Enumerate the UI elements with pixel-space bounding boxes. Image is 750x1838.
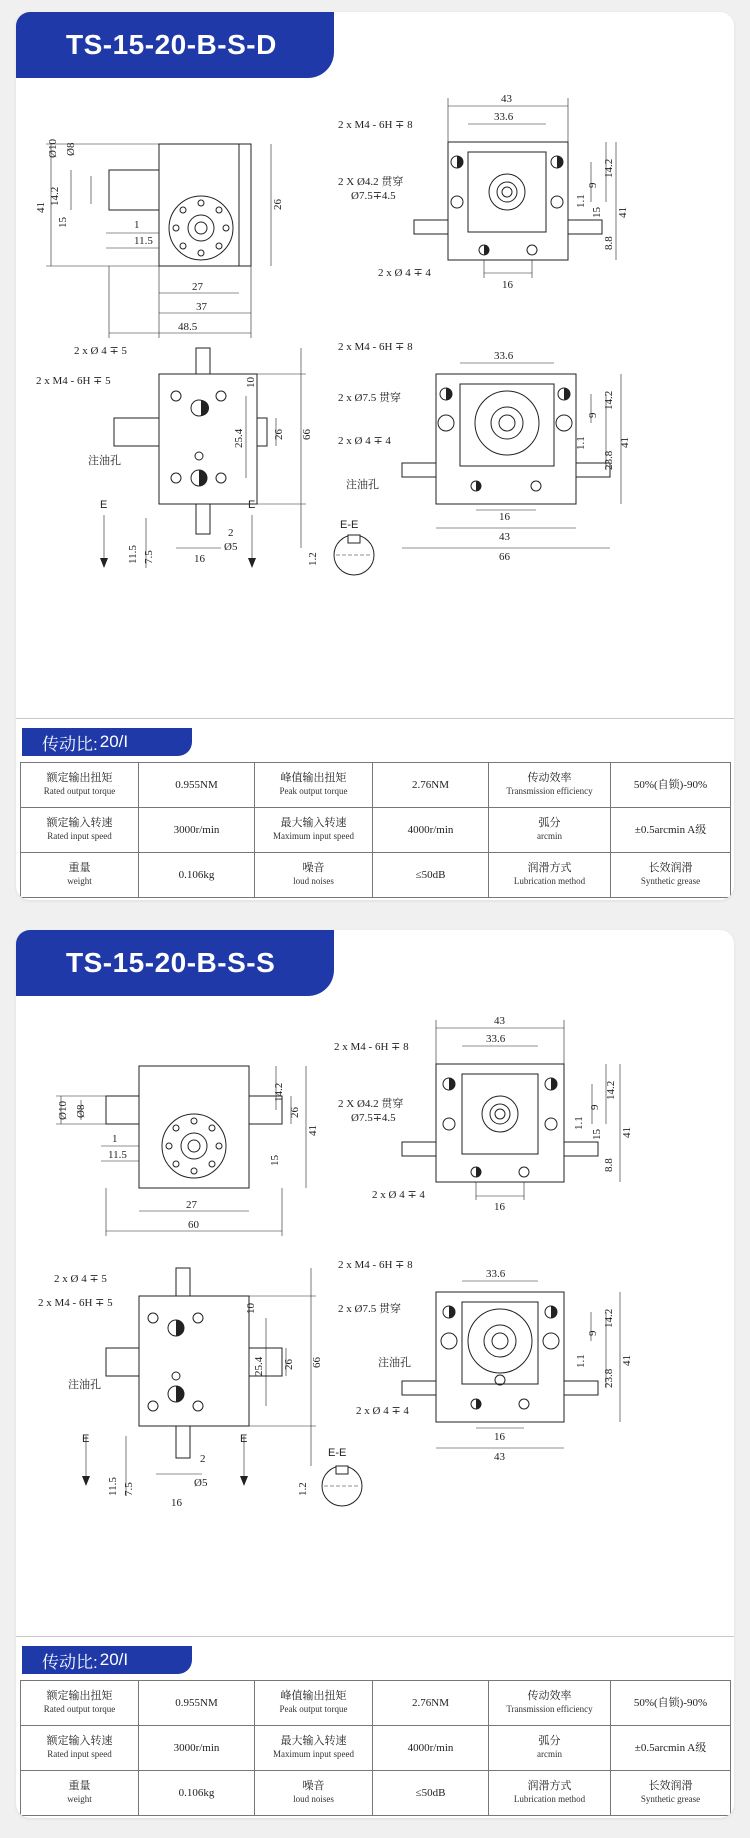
spec-label: 润滑方式 Lubrication method [489,853,611,898]
divider [16,1636,734,1637]
spec-value: 2.76NM [373,763,489,808]
dim-front-e: 11.5 [108,1149,127,1161]
section-view-label: E-E [328,1447,347,1459]
note-side-n2: 2 x M4 - 6H ∓ 5 [38,1297,113,1309]
product-title: TS-15-20-B-S-D [16,12,334,78]
section-mark-right: E [240,1433,248,1445]
spec-label: 弧分 arcmin [489,808,611,853]
section-view-dim: 1.2 [307,552,319,566]
dim-bottom-b3: 66 [499,551,510,563]
dim-top-s2: 8.8 [603,236,615,250]
note-bottom-n2: 2 x Ø7.5 贯穿 [338,1303,401,1315]
dim-front-e: 11.5 [134,235,153,247]
dim-front-w1: 27 [192,281,203,293]
dim-side-h4: 66 [311,1357,323,1368]
section-view-label: E-E [340,519,359,531]
note-bottom-n1: 2 x M4 - 6H ∓ 8 [338,1259,413,1271]
dim-top-h1: 9 [589,1104,601,1110]
dim-top-w2: 33.6 [486,1033,506,1045]
dim-bottom-h1: 9 [587,1330,599,1336]
dim-side-b3: 16 [171,1497,182,1509]
ratio-prefix: 传动比: [42,734,98,754]
note-bottom-n1: 2 x M4 - 6H ∓ 8 [338,341,413,353]
dim-bottom-h2: 14.2 [603,390,615,410]
spec-value: 4000r/min [373,1726,489,1771]
spec-value: 0.106kg [139,853,255,898]
dim-front-b: 15 [269,1155,281,1166]
dim-front-w2: 60 [188,1219,199,1231]
dim-side-b2: Ø5 [194,1477,208,1489]
drawing-svg-2 [16,996,734,1636]
ratio-prefix: 传动比: [42,1652,98,1672]
dim-bottom-h1: 9 [587,412,599,418]
dim-top-h2: 14.2 [605,1080,617,1100]
dim-front-d2: Ø8 [75,1104,87,1118]
dim-front-w3: 48.5 [178,321,198,333]
spec-value: ≤50dB [373,1771,489,1816]
spec-value: 50%(自锁)-90% [611,763,731,808]
note-top-n3: Ø7.5∓4.5 [351,190,396,202]
dim-top-h4: 41 [621,1127,633,1138]
spec-label: 峰值输出扭矩 Peak output torque [255,1681,373,1726]
dim-bottom-w1: 33.6 [486,1268,506,1280]
dim-top-w1: 43 [501,93,512,105]
spec-label: 噪音 loud noises [255,853,373,898]
dim-side-h1: 10 [245,377,257,388]
dim-top-h2: 14.2 [603,158,615,178]
ratio-value: 20/I [99,1650,129,1669]
section-mark-left: E [100,499,108,511]
dim-side-b2: Ø5 [224,541,238,553]
spec-value: 50%(自锁)-90% [611,1681,731,1726]
dim-top-w2: 33.6 [494,111,514,123]
dim-side-b3: 16 [194,553,205,565]
spec-label: 最大输入转速 Maximum input speed [255,1726,373,1771]
technical-drawing [16,996,734,1636]
section-mark-right: E [248,499,256,511]
dim-top-s1: 1.1 [573,1116,585,1130]
dim-side-h1: 10 [245,1303,257,1314]
note-top-n4: 2 x Ø 4 ∓ 4 [372,1189,425,1201]
dim-front-b: 15 [57,217,69,228]
divider [16,718,734,719]
spec-label: 额定输入转速 Rated input speed [21,808,139,853]
product-title: TS-15-20-B-S-S [16,930,334,996]
dim-top-h3: 15 [591,207,603,218]
oil-hole-label: 注油孔 [88,455,121,467]
dim-top-s2: 8.8 [603,1158,615,1172]
product-card-1 [16,12,734,900]
dim-bottom-b2: 43 [494,1451,505,1463]
table-row [21,808,731,853]
dim-bottom-b1: 16 [499,511,510,523]
dim-front-h: 41 [307,1125,319,1136]
ratio-tag [22,728,192,756]
spec-value: ≤50dB [373,853,489,898]
table-row [21,763,731,808]
dim-side-h4: 66 [301,429,313,440]
dim-bottom-h4: 23.8 [603,1368,615,1388]
dim-top-h4: 41 [617,207,629,218]
dim-side-l2: 7.5 [143,550,155,564]
spec-value: 长效润滑 Synthetic grease [611,1771,731,1816]
section-view-dim: 1.2 [297,1482,309,1496]
spec-label: 传动效率 Transmission efficiency [489,1681,611,1726]
dim-side-b1: 2 [228,527,234,539]
dim-front-one: 1 [134,219,140,231]
dim-side-l1: 11.5 [127,545,139,564]
spec-value: 0.955NM [139,1681,255,1726]
spec-value: ±0.5arcmin A级 [611,1726,731,1771]
spec-label: 弧分 arcmin [489,1726,611,1771]
dim-front-c: 26 [289,1107,301,1118]
oil-hole-label-bottom: 注油孔 [346,479,379,491]
spec-table [20,762,731,898]
spec-label: 润滑方式 Lubrication method [489,1771,611,1816]
dim-front-w2: 37 [196,301,207,313]
ratio-value: 20/I [99,732,129,751]
oil-hole-label: 注油孔 [68,1379,101,1391]
spec-label: 额定输出扭矩 Rated output torque [21,763,139,808]
dim-side-b1: 2 [200,1453,206,1465]
note-top-n1: 2 x M4 - 6H ∓ 8 [334,1041,409,1053]
spec-label: 额定输入转速 Rated input speed [21,1726,139,1771]
dim-side-h2: 25.4 [233,428,245,448]
spec-value: 0.106kg [139,1771,255,1816]
dim-bottom-h2: 14.2 [603,1308,615,1328]
dim-side-h3: 26 [283,1359,295,1370]
note-top-n2: 2 X Ø4.2 贯穿 [338,1098,404,1110]
dim-side-l1: 11.5 [107,1477,119,1496]
dim-top-bot: 16 [494,1201,505,1213]
dim-side-l2: 7.5 [123,1482,135,1496]
spec-label: 噪音 loud noises [255,1771,373,1816]
dim-top-bot: 16 [502,279,513,291]
note-bottom-n3: 2 x Ø 4 ∓ 4 [338,435,391,447]
note-bottom-n2: 2 x Ø7.5 贯穿 [338,392,401,404]
drawing-svg-1 [16,78,734,718]
dim-bottom-h5: 41 [619,437,631,448]
dim-front-w1: 27 [186,1199,197,1211]
spec-label: 重量 weight [21,1771,139,1816]
note-top-n4: 2 x Ø 4 ∓ 4 [378,267,431,279]
dim-bottom-h5: 41 [621,1355,633,1366]
dim-bottom-h3: 1.1 [575,1354,587,1368]
dim-front-a: 14.2 [273,1082,285,1102]
dim-front-a: 14.2 [49,186,61,206]
spec-value: 0.955NM [139,763,255,808]
dim-front-h: 41 [35,202,47,213]
dim-bottom-b1: 16 [494,1431,505,1443]
technical-drawing [16,78,734,718]
section-mark-left: E [82,1433,90,1445]
dim-bottom-w1: 33.6 [494,350,514,362]
dim-front-d2: Ø8 [65,142,77,156]
table-row [21,1726,731,1771]
dim-top-w1: 43 [494,1015,505,1027]
spec-value: 3000r/min [139,808,255,853]
dim-front-one: 1 [112,1133,118,1145]
dim-front-d1: Ø10 [47,139,59,158]
dim-bottom-h3: 1.1 [575,436,587,450]
dim-front-c: 26 [272,199,284,210]
spec-label: 最大输入转速 Maximum input speed [255,808,373,853]
spec-value: ±0.5arcmin A级 [611,808,731,853]
dim-bottom-b2: 43 [499,531,510,543]
dim-top-s1: 1.1 [575,194,587,208]
dim-side-h2: 25.4 [253,1356,265,1376]
spec-value: 4000r/min [373,808,489,853]
dim-front-d1: Ø10 [57,1101,69,1120]
oil-hole-label-bottom: 注油孔 [378,1357,411,1369]
dim-bottom-h4: 23.8 [603,450,615,470]
spec-label: 峰值输出扭矩 Peak output torque [255,763,373,808]
spec-value: 2.76NM [373,1681,489,1726]
table-row [21,853,731,898]
spec-table [20,1680,731,1816]
spec-label: 传动效率 Transmission efficiency [489,763,611,808]
ratio-tag [22,1646,192,1674]
note-top-n1: 2 x M4 - 6H ∓ 8 [338,119,413,131]
dim-side-h3: 26 [273,429,285,440]
note-top-n2: 2 X Ø4.2 贯穿 [338,176,404,188]
note-top-n3: Ø7.5∓4.5 [351,1112,396,1124]
spec-label: 额定输出扭矩 Rated output torque [21,1681,139,1726]
spec-value: 3000r/min [139,1726,255,1771]
note-bottom-n3: 2 x Ø 4 ∓ 4 [356,1405,409,1417]
product-card-2 [16,930,734,1818]
note-side-n2: 2 x M4 - 6H ∓ 5 [36,375,111,387]
dim-top-h3: 15 [591,1129,603,1140]
spec-label: 重量 weight [21,853,139,898]
spec-value: 长效润滑 Synthetic grease [611,853,731,898]
note-side-n1: 2 x Ø 4 ∓ 5 [74,345,127,357]
note-side-n1: 2 x Ø 4 ∓ 5 [54,1273,107,1285]
table-row [21,1681,731,1726]
table-row [21,1771,731,1816]
dim-top-h1: 9 [587,182,599,188]
